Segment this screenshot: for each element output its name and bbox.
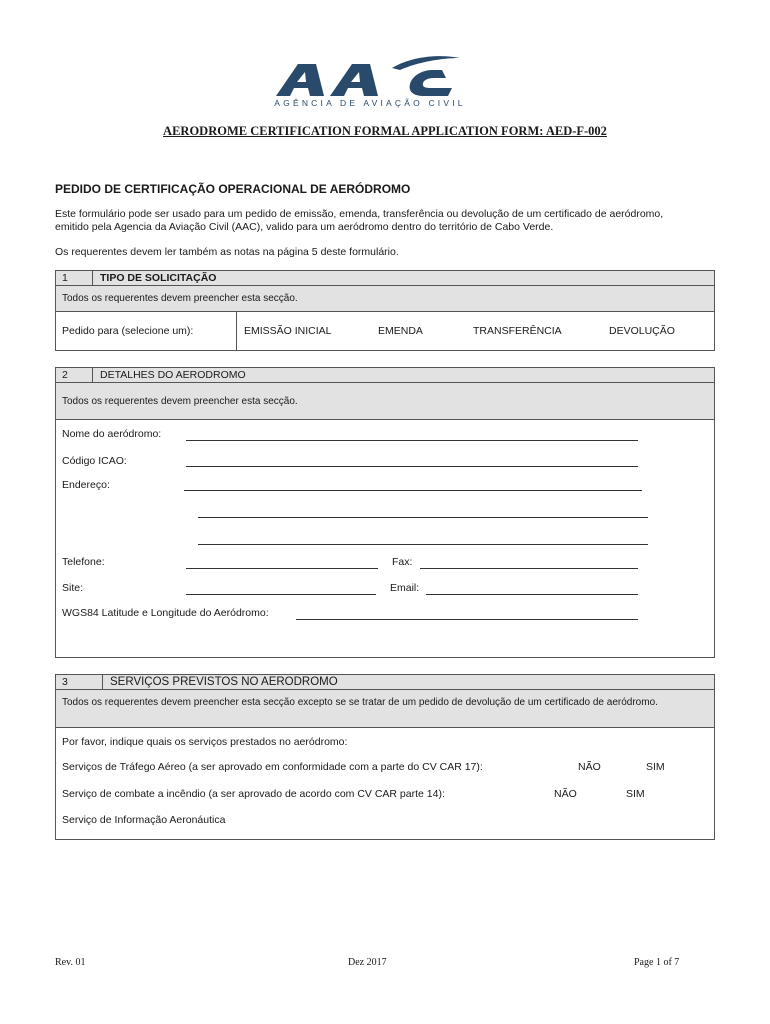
section-title: SERVIÇOS PREVISTOS NO AERODROMO [110,676,338,688]
option-transfer[interactable]: TRANSFERÊNCIA [473,325,562,337]
section-aerodrome-details [55,367,715,658]
service-label: Serviços de Tráfego Aéreo (a ser aprovado em conformidade com a parte do CV CAR 17): [62,761,483,773]
section-note: Todos os requerentes devem preencher esta secção. [56,383,714,420]
site-label: Site: [62,582,84,594]
footer-page: Page 1 of 7 [634,957,680,968]
request-label: Pedido para (selecione um): [62,325,194,337]
aerodrome-name-label: Nome do aeródromo: [62,428,162,440]
section-header [56,271,714,286]
address-label: Endereço: [62,479,110,491]
service-label: Serviço de combate a incêndio (a ser aprovado de acordo com CV CAR parte 14): [62,788,445,800]
fax-field[interactable] [420,568,638,569]
icao-code-field[interactable] [186,466,638,467]
icao-code-label: Código ICAO: [62,455,127,467]
section-request-type [55,270,715,351]
logo-subtitle: AGÊNCIA DE AVIAÇÃO CIVIL [274,98,466,108]
section-header [56,368,714,383]
fax-label: Fax: [392,556,413,568]
section-number: 3 [62,676,68,688]
section-services [55,674,715,840]
form-title: AERODROME CERTIFICATION FORMAL APPLICATION FORM: AED-F-002 [163,124,607,138]
service-fire-no-option[interactable]: NÃO [554,788,577,800]
intro-text: Este formulário pode ser usado para um pedido de emissão, emenda, transferência ou devolução de um certificado de aeródromo, emitido pela Agencia da Aviação Civil (AAC), valido para um aeródromo dentro do território de Cabo Verde. [55,208,664,233]
service-atc-no-option[interactable]: NÃO [578,761,601,773]
option-surrender[interactable]: DEVOLUÇÃO [609,325,675,337]
email-field[interactable] [426,594,638,595]
section-header [56,675,714,690]
option-initial-issue[interactable]: EMISSÃO INICIAL [244,325,332,337]
coordinates-field[interactable] [296,619,638,620]
service-label: Serviço de Informação Aeronáutica [62,814,226,826]
email-label: Email: [390,582,420,594]
notes-reference: Os requerentes devem ler também as notas na página 5 deste formulário. [55,246,399,258]
address-field-1[interactable] [184,490,642,491]
phone-label: Telefone: [62,556,105,568]
section-number: 2 [62,369,68,381]
service-fire-yes-option[interactable]: SIM [626,788,645,800]
section-title: DETALHES DO AERODROMO [100,369,246,381]
coordinates-label: WGS84 Latitude e Longitude do Aeródromo: [62,607,269,619]
services-prompt: Por favor, indique quais os serviços prestados no aeródromo: [62,736,348,748]
address-field-3[interactable] [198,544,648,545]
section-note: Todos os requerentes devem preencher esta secção. [56,286,714,312]
option-amendment[interactable]: EMENDA [378,325,423,337]
site-field[interactable] [186,594,376,595]
address-field-2[interactable] [198,517,648,518]
section-title: TIPO DE SOLICITAÇÃO [100,272,217,284]
aerodrome-name-field[interactable] [186,440,638,441]
footer-revision: Rev. 01 [55,957,86,968]
footer-date: Dez 2017 [348,957,387,968]
phone-field[interactable] [186,568,378,569]
section-note: Todos os requerentes devem preencher esta secção excepto se se tratar de um pedido de devolução de um certificado de aeródromo. [56,690,714,728]
service-atc-yes-option[interactable]: SIM [646,761,665,773]
page-heading: PEDIDO DE CERTIFICAÇÃO OPERACIONAL DE AERÓDROMO [55,182,411,196]
section-number: 1 [62,272,68,284]
